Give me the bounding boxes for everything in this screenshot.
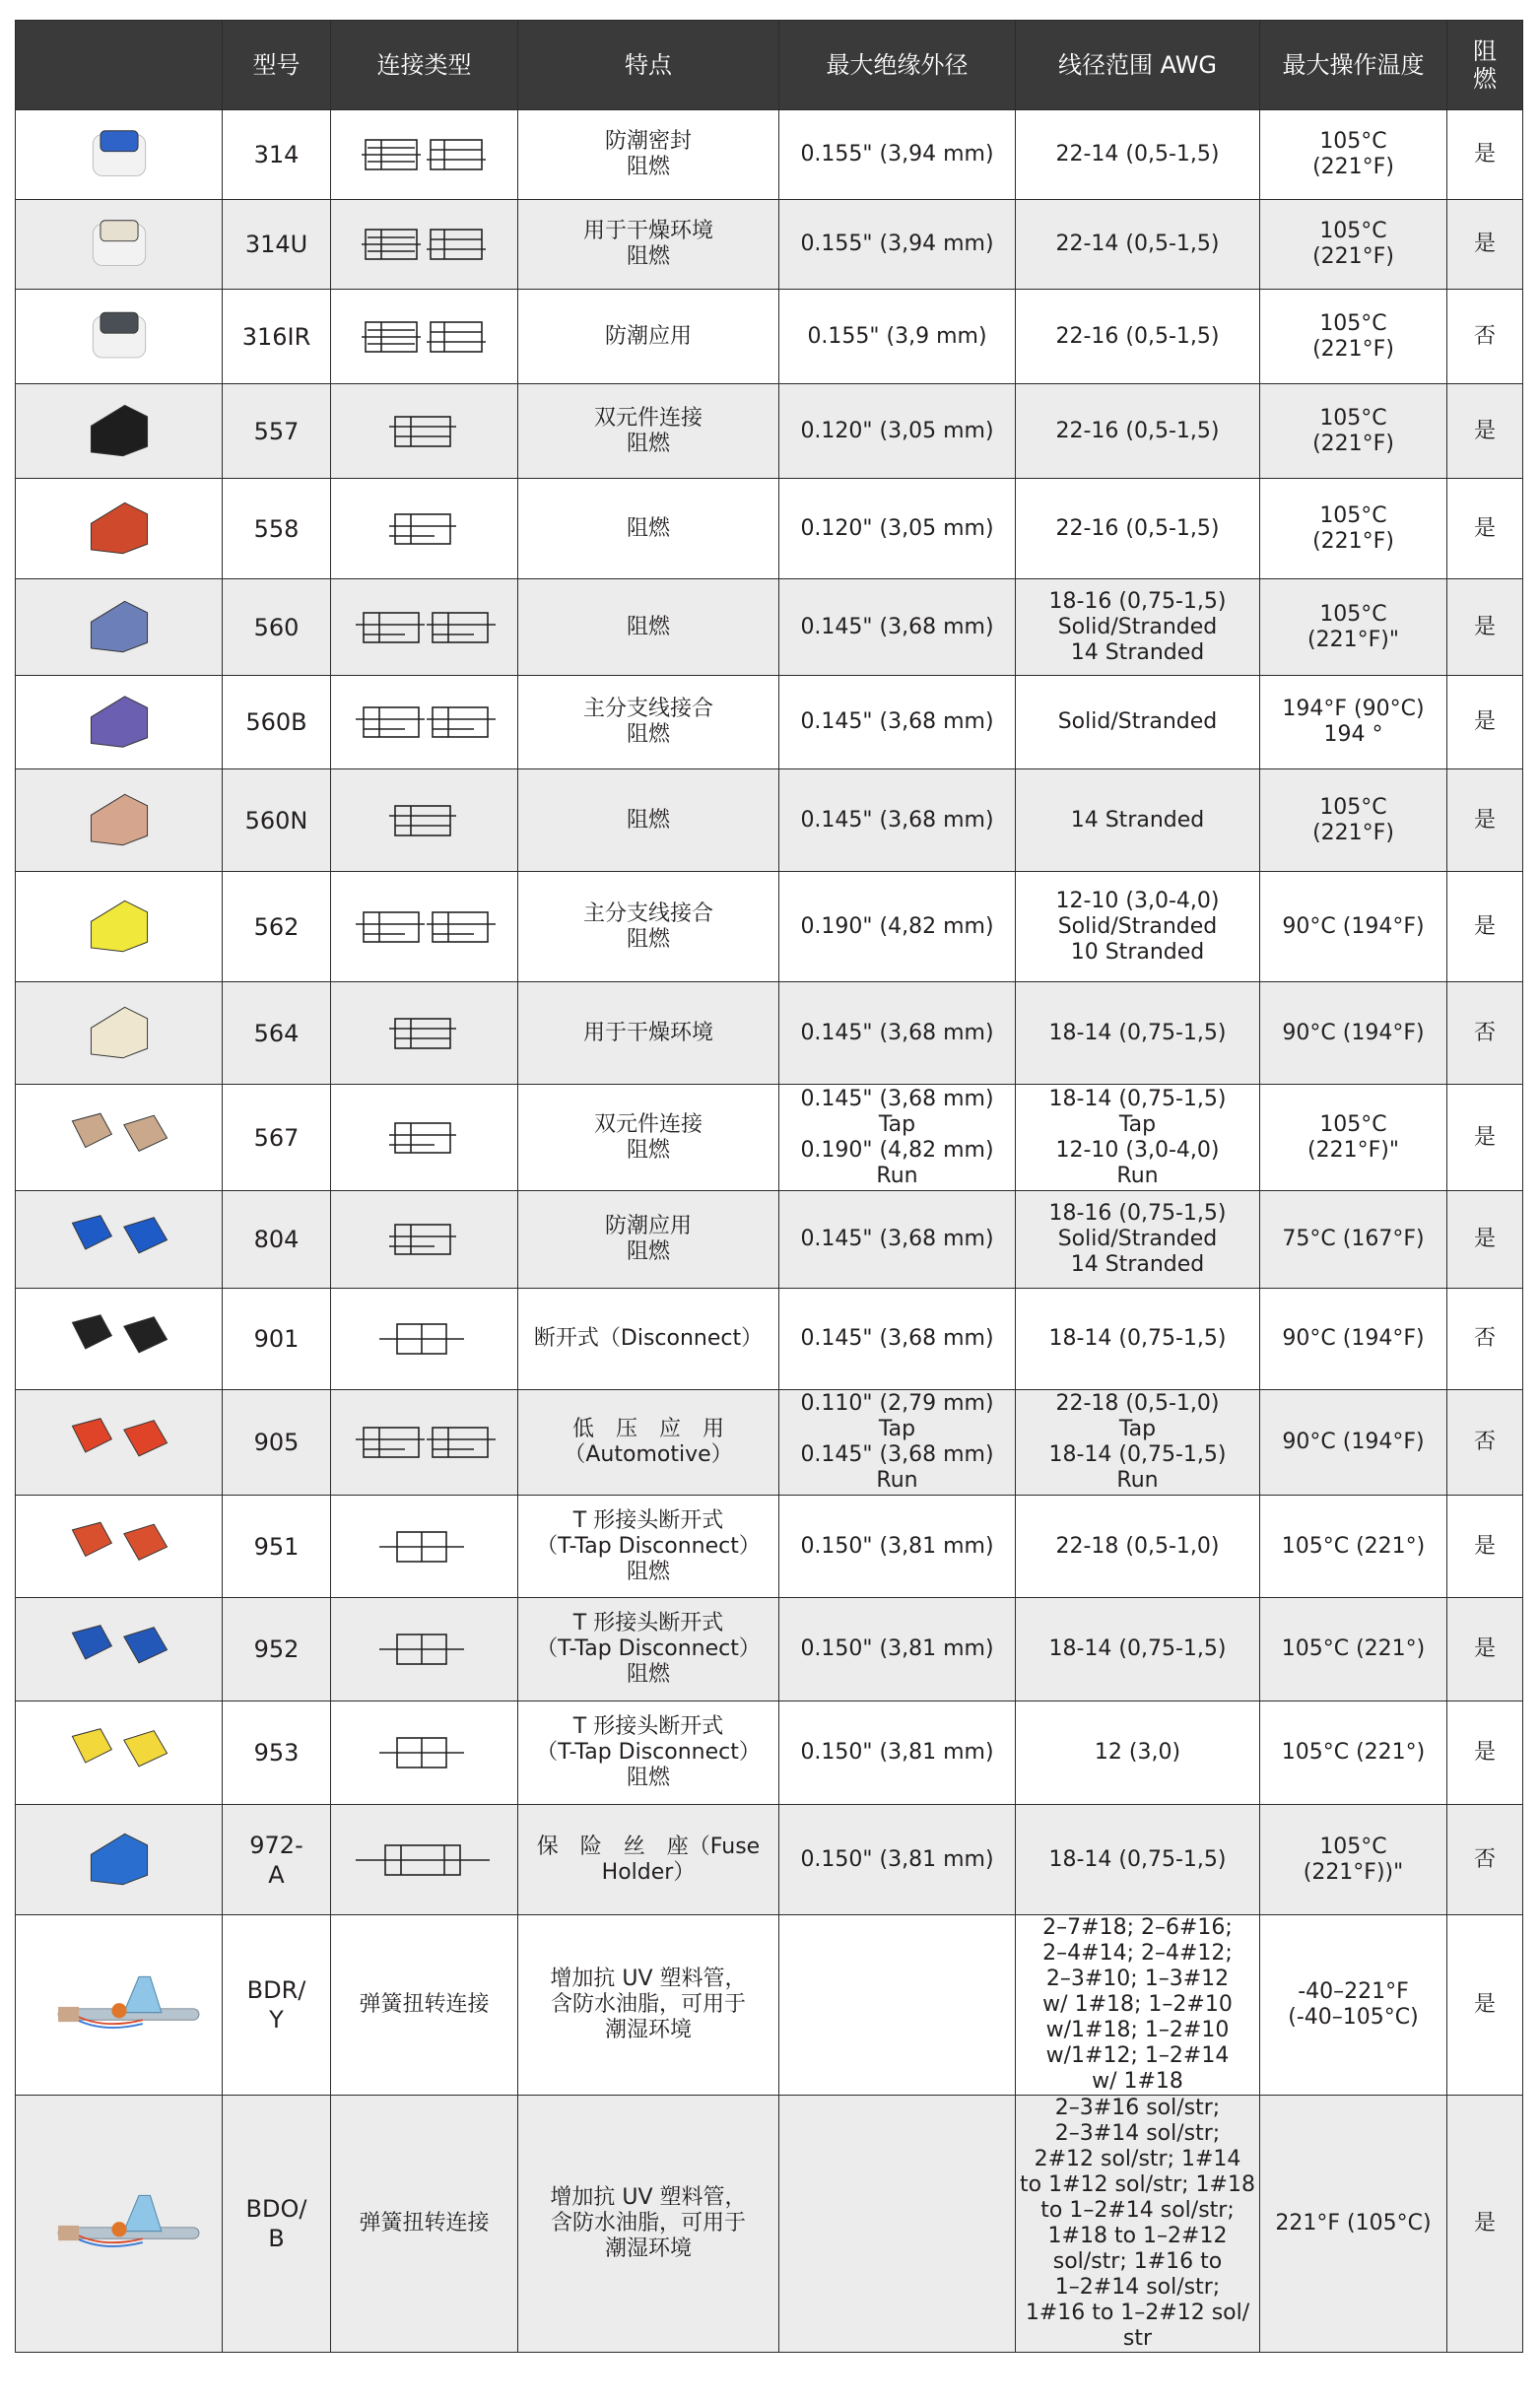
- max-temp-cell: 105°C (221°F): [1260, 200, 1447, 290]
- awg-range-cell: 2–7#18; 2–6#16; 2–4#14; 2–4#12; 2–3#10; 1–3#12 w/ 1#18; 1–2#10 w/1#18; 1–2#10 w/1#12; 1–2#14 w/ 1#18: [1016, 1915, 1260, 2096]
- flame-retardant-cell: 是: [1447, 579, 1523, 676]
- table-row: [16, 1289, 1523, 1390]
- connection-schematic-icon: [346, 698, 503, 747]
- connection-schematic-icon: [346, 1314, 503, 1364]
- product-image-cell: [16, 290, 223, 384]
- flame-retardant-cell: 是: [1447, 110, 1523, 200]
- product-image-cell: [16, 1191, 223, 1289]
- product-image-cell: [16, 384, 223, 479]
- model-cell: 558: [223, 479, 331, 579]
- connection-type-cell: 弹簧扭转连接: [331, 2096, 518, 2353]
- table-row: [16, 1085, 1523, 1191]
- features-cell: 防潮应用 阻燃: [518, 1191, 779, 1289]
- model-cell: BDO/ B: [223, 2096, 331, 2353]
- max-temp-cell: 194°F (90°C) 194 °: [1260, 676, 1447, 769]
- flame-retardant-cell: 是: [1447, 676, 1523, 769]
- product-image-cell: [16, 1598, 223, 1701]
- insulation-od-cell: 0.150" (3,81 mm): [779, 1805, 1016, 1915]
- max-temp-cell: 90°C (194°F): [1260, 872, 1447, 982]
- red-pair-connector-icon: [21, 1394, 218, 1492]
- table-row: [16, 1390, 1523, 1496]
- connector-spec-table: [15, 20, 1523, 2353]
- connection-type-cell: [331, 1598, 518, 1701]
- connection-type-cell: [331, 872, 518, 982]
- awg-range-cell: 12-10 (3,0-4,0) Solid/Stranded 10 Stranded: [1016, 872, 1260, 982]
- max-temp-cell: 90°C (194°F): [1260, 982, 1447, 1085]
- model-cell: 567: [223, 1085, 331, 1191]
- product-image-cell: [16, 479, 223, 579]
- tan-tap-connector-icon: [21, 773, 218, 868]
- blue-gray-tap-connector-icon: [21, 583, 218, 672]
- awg-range-cell: 18-16 (0,75-1,5) Solid/Stranded 14 Stranded: [1016, 1191, 1260, 1289]
- awg-range-cell: Solid/Stranded: [1016, 676, 1260, 769]
- product-image-cell: [16, 1085, 223, 1191]
- max-temp-cell: 105°C (221°F): [1260, 290, 1447, 384]
- twist-on-wire-connector-icon: [21, 2102, 218, 2345]
- model-cell: 953: [223, 1701, 331, 1805]
- blue-fuse-holder-icon: [21, 1809, 218, 1911]
- flame-retardant-cell: 是: [1447, 872, 1523, 982]
- product-image-cell: [16, 1289, 223, 1390]
- max-temp-cell: 90°C (194°F): [1260, 1289, 1447, 1390]
- model-cell: 314U: [223, 200, 331, 290]
- connection-schematic-icon: [346, 1625, 503, 1674]
- insulation-od-cell: 0.145" (3,68 mm): [779, 1191, 1016, 1289]
- connection-schematic-icon: [346, 312, 503, 362]
- purple-tap-connector-icon: [21, 680, 218, 766]
- header-connection-type: 连接类型: [331, 21, 518, 110]
- product-image-cell: [16, 676, 223, 769]
- max-temp-cell: 105°C (221°F))": [1260, 1805, 1447, 1915]
- features-cell: 防潮密封 阻燃: [518, 110, 779, 200]
- features-cell: 阻燃: [518, 479, 779, 579]
- flame-retardant-cell: 是: [1447, 384, 1523, 479]
- connection-type-cell: [331, 1701, 518, 1805]
- table-row: [16, 384, 1523, 479]
- awg-range-cell: 18-14 (0,75-1,5): [1016, 1598, 1260, 1701]
- gray-clear-idc-connector-icon: [21, 294, 218, 380]
- blue-t-tap-icon: [21, 1602, 218, 1698]
- model-cell: 804: [223, 1191, 331, 1289]
- product-image-cell: [16, 110, 223, 200]
- insulation-od-cell: 0.150" (3,81 mm): [779, 1701, 1016, 1805]
- connection-type-cell: [331, 290, 518, 384]
- table-row: [16, 2096, 1523, 2353]
- header-max-temp: 最大操作温度: [1260, 21, 1447, 110]
- insulation-od-cell: 0.120" (3,05 mm): [779, 384, 1016, 479]
- insulation-od-cell: 0.145" (3,68 mm): [779, 676, 1016, 769]
- connection-schematic-icon: [346, 407, 503, 456]
- model-cell: 564: [223, 982, 331, 1085]
- product-image-cell: [16, 1390, 223, 1496]
- connection-schematic-icon: [346, 796, 503, 845]
- insulation-od-cell: 0.155" (3,9 mm): [779, 290, 1016, 384]
- product-image-cell: [16, 982, 223, 1085]
- max-temp-cell: 105°C (221°F)": [1260, 579, 1447, 676]
- model-cell: BDR/ Y: [223, 1915, 331, 2096]
- features-cell: 增加抗 UV 塑料管， 含防水油脂，可用于 潮湿环境: [518, 2096, 779, 2353]
- insulation-od-cell: 0.120" (3,05 mm): [779, 479, 1016, 579]
- max-temp-cell: 105°C (221°F): [1260, 384, 1447, 479]
- awg-range-cell: 18-14 (0,75-1,5): [1016, 1289, 1260, 1390]
- insulation-od-cell: 0.145" (3,68 mm): [779, 1289, 1016, 1390]
- features-cell: T 形接头断开式 （T-Tap Disconnect） 阻燃: [518, 1496, 779, 1598]
- red-tap-connector-icon: [21, 483, 218, 575]
- max-temp-cell: 105°C (221°): [1260, 1496, 1447, 1598]
- black-disconnect-icon: [21, 1293, 218, 1386]
- model-cell: 560N: [223, 769, 331, 872]
- blue-pair-connector-icon: [21, 1195, 218, 1285]
- model-cell: 557: [223, 384, 331, 479]
- insulation-od-cell: [779, 1915, 1016, 2096]
- flame-retardant-cell: 是: [1447, 2096, 1523, 2353]
- features-cell: 保 险 丝 座（Fuse Holder）: [518, 1805, 779, 1915]
- awg-range-cell: 22-16 (0,5-1,5): [1016, 290, 1260, 384]
- awg-range-cell: 22-16 (0,5-1,5): [1016, 479, 1260, 579]
- connection-type-cell: [331, 1191, 518, 1289]
- header-awg-range: 线径范围 AWG: [1016, 21, 1260, 110]
- black-tap-connector-icon: [21, 388, 218, 475]
- connection-type-cell: [331, 579, 518, 676]
- insulation-od-cell: 0.155" (3,94 mm): [779, 200, 1016, 290]
- awg-range-cell: 18-14 (0,75-1,5) Tap 12-10 (3,0-4,0) Run: [1016, 1085, 1260, 1191]
- flame-retardant-cell: 是: [1447, 1701, 1523, 1805]
- model-cell: 905: [223, 1390, 331, 1496]
- flame-retardant-cell: 是: [1447, 479, 1523, 579]
- blue-clear-idc-connector-icon: [21, 114, 218, 196]
- model-cell: 901: [223, 1289, 331, 1390]
- table-row: [16, 1805, 1523, 1915]
- max-temp-cell: 221°F (105°C): [1260, 2096, 1447, 2353]
- product-image-cell: [16, 2096, 223, 2353]
- insulation-od-cell: 0.145" (3,68 mm): [779, 769, 1016, 872]
- connection-type-cell: [331, 200, 518, 290]
- features-cell: 阻燃: [518, 769, 779, 872]
- awg-range-cell: 22-18 (0,5-1,0): [1016, 1496, 1260, 1598]
- connection-schematic-icon: [346, 603, 503, 652]
- header-image: [16, 21, 223, 110]
- connection-schematic-icon: [346, 902, 503, 952]
- connection-schematic-icon: [346, 1728, 503, 1777]
- table-row: [16, 1915, 1523, 2096]
- max-temp-cell: 105°C (221°): [1260, 1701, 1447, 1805]
- max-temp-cell: 105°C (221°F): [1260, 769, 1447, 872]
- connection-type-cell: 弹簧扭转连接: [331, 1915, 518, 2096]
- connection-type-cell: [331, 982, 518, 1085]
- flame-retardant-cell: 是: [1447, 1085, 1523, 1191]
- table-row: [16, 769, 1523, 872]
- features-cell: 阻燃: [518, 579, 779, 676]
- features-cell: 用于干燥环境 阻燃: [518, 200, 779, 290]
- connection-type-cell: [331, 1496, 518, 1598]
- product-image-cell: [16, 1496, 223, 1598]
- flame-retardant-cell: 是: [1447, 1598, 1523, 1701]
- connection-type-cell: [331, 110, 518, 200]
- flame-retardant-cell: 是: [1447, 1915, 1523, 2096]
- product-image-cell: [16, 1805, 223, 1915]
- connection-type-cell: [331, 769, 518, 872]
- insulation-od-cell: [779, 2096, 1016, 2353]
- max-temp-cell: -40–221°F (-40–105°C): [1260, 1915, 1447, 2096]
- model-cell: 972- A: [223, 1805, 331, 1915]
- model-cell: 952: [223, 1598, 331, 1701]
- table-row: [16, 479, 1523, 579]
- insulation-od-cell: 0.150" (3,81 mm): [779, 1598, 1016, 1701]
- connection-type-cell: [331, 1390, 518, 1496]
- awg-range-cell: 22-16 (0,5-1,5): [1016, 384, 1260, 479]
- flame-retardant-cell: 否: [1447, 290, 1523, 384]
- header-features: 特点: [518, 21, 779, 110]
- awg-range-cell: 22-14 (0,5-1,5): [1016, 200, 1260, 290]
- connection-schematic-icon: [346, 504, 503, 554]
- table-row: [16, 110, 1523, 200]
- header-max-insulation-od: 最大绝缘外径: [779, 21, 1016, 110]
- table-row: [16, 290, 1523, 384]
- product-image-cell: [16, 200, 223, 290]
- connection-schematic-icon: [346, 1418, 503, 1467]
- connection-schematic-icon: [346, 1835, 503, 1885]
- connection-type-cell: [331, 384, 518, 479]
- flame-retardant-cell: 是: [1447, 1496, 1523, 1598]
- table-row: [16, 579, 1523, 676]
- features-cell: 双元件连接 阻燃: [518, 1085, 779, 1191]
- white-idc-connector-icon: [21, 204, 218, 286]
- product-image-cell: [16, 1701, 223, 1805]
- connection-schematic-icon: [346, 220, 503, 269]
- features-cell: 低 压 应 用 （Automotive）: [518, 1390, 779, 1496]
- awg-range-cell: 18-14 (0,75-1,5): [1016, 1805, 1260, 1915]
- product-image-cell: [16, 769, 223, 872]
- model-cell: 951: [223, 1496, 331, 1598]
- awg-range-cell: 14 Stranded: [1016, 769, 1260, 872]
- features-cell: 用于干燥环境: [518, 982, 779, 1085]
- max-temp-cell: 105°C (221°F): [1260, 110, 1447, 200]
- table-row: [16, 200, 1523, 290]
- flame-retardant-cell: 否: [1447, 1805, 1523, 1915]
- features-cell: 增加抗 UV 塑料管， 含防水油脂，可用于 潮湿环境: [518, 1915, 779, 2096]
- model-cell: 560B: [223, 676, 331, 769]
- connection-schematic-icon: [346, 1215, 503, 1264]
- features-cell: 主分支线接合 阻燃: [518, 676, 779, 769]
- max-temp-cell: 105°C (221°): [1260, 1598, 1447, 1701]
- header-flame-retardant: 阻 燃: [1447, 21, 1523, 110]
- insulation-od-cell: 0.145" (3,68 mm) Tap 0.190" (4,82 mm) Run: [779, 1085, 1016, 1191]
- connection-type-cell: [331, 1289, 518, 1390]
- features-cell: 防潮应用: [518, 290, 779, 384]
- insulation-od-cell: 0.190" (4,82 mm): [779, 872, 1016, 982]
- features-cell: 断开式（Disconnect）: [518, 1289, 779, 1390]
- awg-range-cell: 22-18 (0,5-1,0) Tap 18-14 (0,75-1,5) Run: [1016, 1390, 1260, 1496]
- flame-retardant-cell: 否: [1447, 1289, 1523, 1390]
- flame-retardant-cell: 否: [1447, 982, 1523, 1085]
- flame-retardant-cell: 是: [1447, 769, 1523, 872]
- table-row: [16, 982, 1523, 1085]
- tan-pair-connector-icon: [21, 1089, 218, 1187]
- red-t-tap-icon: [21, 1500, 218, 1594]
- table-row: [16, 1701, 1523, 1805]
- features-cell: T 形接头断开式 （T-Tap Disconnect） 阻燃: [518, 1701, 779, 1805]
- insulation-od-cell: 0.110" (2,79 mm) Tap 0.145" (3,68 mm) Run: [779, 1390, 1016, 1496]
- connection-schematic-icon: [346, 1113, 503, 1163]
- max-temp-cell: 90°C (194°F): [1260, 1390, 1447, 1496]
- awg-range-cell: 2–3#16 sol/str; 2–3#14 sol/str; 2#12 sol/str; 1#14 to 1#12 sol/str; 1#18 to 1–2#14 sol/str; 1#18 to 1–2#12 sol/str; 1#16 to 1–2#14 sol/str; 1#16 to 1–2#12 sol/ str: [1016, 2096, 1260, 2353]
- model-cell: 316IR: [223, 290, 331, 384]
- flame-retardant-cell: 是: [1447, 200, 1523, 290]
- features-cell: T 形接头断开式 （T-Tap Disconnect） 阻燃: [518, 1598, 779, 1701]
- max-temp-cell: 75°C (167°F): [1260, 1191, 1447, 1289]
- white-tap-connector-icon: [21, 986, 218, 1081]
- model-cell: 560: [223, 579, 331, 676]
- connection-type-cell: [331, 1805, 518, 1915]
- max-temp-cell: 105°C (221°F)": [1260, 1085, 1447, 1191]
- connection-type-cell: [331, 479, 518, 579]
- yellow-t-tap-icon: [21, 1705, 218, 1801]
- twist-on-wire-connector-icon: [21, 1920, 218, 2090]
- flame-retardant-cell: 是: [1447, 1191, 1523, 1289]
- connection-schematic-icon: [346, 130, 503, 179]
- insulation-od-cell: 0.145" (3,68 mm): [779, 982, 1016, 1085]
- connection-type-cell: [331, 1085, 518, 1191]
- features-cell: 主分支线接合 阻燃: [518, 872, 779, 982]
- model-cell: 314: [223, 110, 331, 200]
- table-row: [16, 1496, 1523, 1598]
- awg-range-cell: 22-14 (0,5-1,5): [1016, 110, 1260, 200]
- header-model: 型号: [223, 21, 331, 110]
- table-header-row: [16, 21, 1523, 110]
- product-image-cell: [16, 1915, 223, 2096]
- table-row: [16, 676, 1523, 769]
- connection-type-cell: [331, 676, 518, 769]
- table-row: [16, 872, 1523, 982]
- product-image-cell: [16, 579, 223, 676]
- awg-range-cell: 18-14 (0,75-1,5): [1016, 982, 1260, 1085]
- awg-range-cell: 12 (3,0): [1016, 1701, 1260, 1805]
- flame-retardant-cell: 否: [1447, 1390, 1523, 1496]
- insulation-od-cell: 0.145" (3,68 mm): [779, 579, 1016, 676]
- table-row: [16, 1191, 1523, 1289]
- awg-range-cell: 18-16 (0,75-1,5) Solid/Stranded 14 Stranded: [1016, 579, 1260, 676]
- features-cell: 双元件连接 阻燃: [518, 384, 779, 479]
- product-image-cell: [16, 872, 223, 982]
- insulation-od-cell: 0.155" (3,94 mm): [779, 110, 1016, 200]
- connection-schematic-icon: [346, 1009, 503, 1058]
- connection-schematic-icon: [346, 1522, 503, 1571]
- connector-spec-table-container: [15, 20, 1522, 2353]
- max-temp-cell: 105°C (221°F): [1260, 479, 1447, 579]
- table-row: [16, 1598, 1523, 1701]
- insulation-od-cell: 0.150" (3,81 mm): [779, 1496, 1016, 1598]
- model-cell: 562: [223, 872, 331, 982]
- yellow-tap-connector-icon: [21, 876, 218, 978]
